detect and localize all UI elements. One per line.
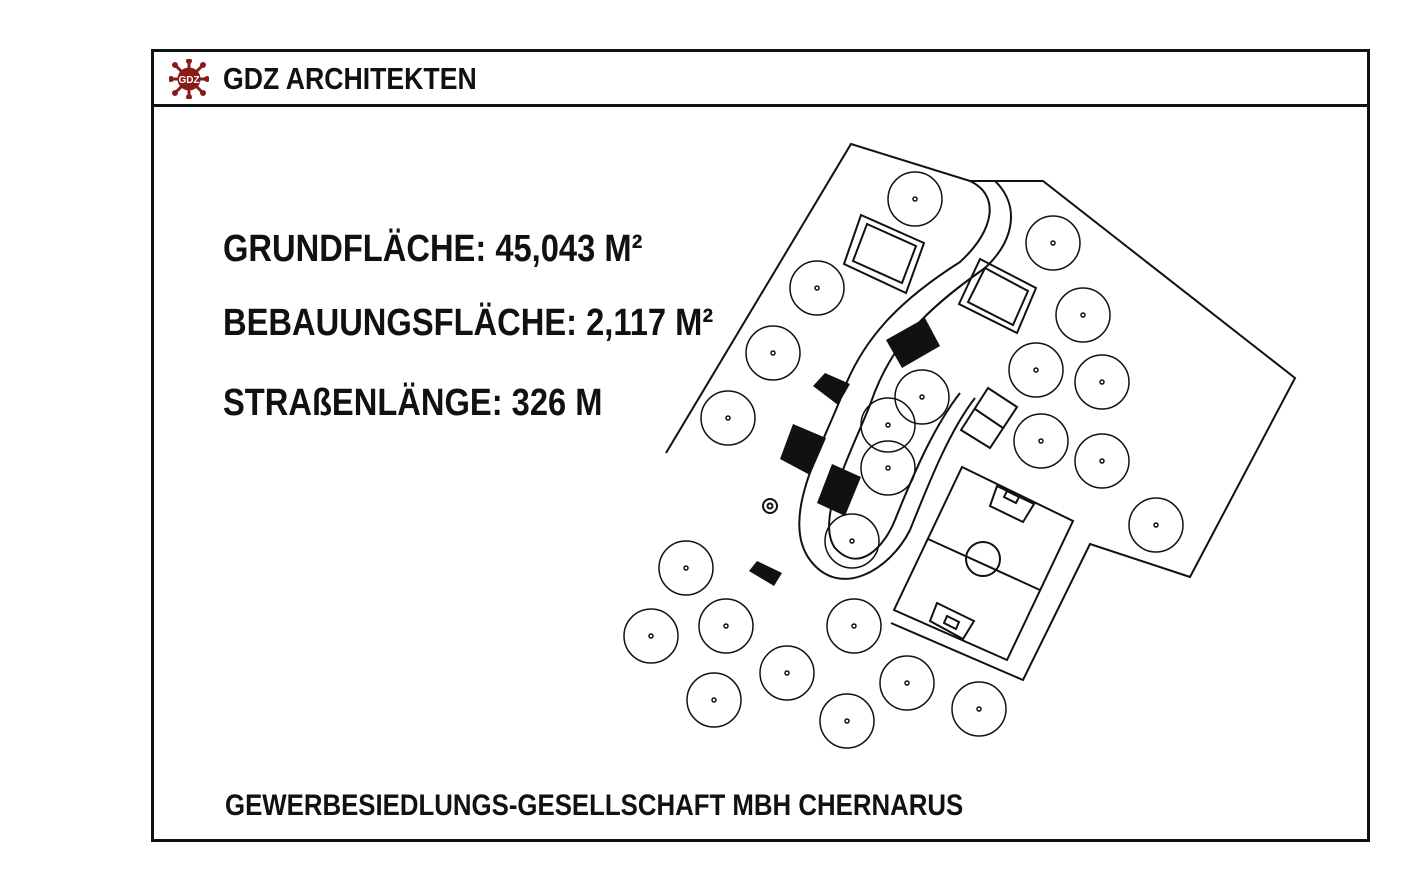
building-outline	[853, 224, 916, 283]
building-solid	[780, 424, 826, 475]
building-solid	[749, 561, 782, 586]
footer-client-name: GEWERBESIEDLUNGS-GESELLSCHAFT MBH CHERNARUS	[225, 789, 964, 822]
stat-label: GRUNDFLÄCHE :	[223, 228, 495, 270]
tree-group	[624, 172, 1183, 748]
company-name: GDZ ARCHITEKTEN	[223, 61, 477, 96]
stat-value: 2,117 M²	[586, 302, 714, 344]
stat-label: STRAßENLÄNGE :	[223, 382, 512, 424]
building-solid	[813, 373, 850, 405]
stat-value: 326 M	[511, 382, 603, 424]
svg-text:GDZ: GDZ	[178, 75, 200, 86]
building-solid	[886, 318, 940, 368]
building-solid	[817, 464, 861, 516]
stat-value: 45,043 M²	[495, 228, 643, 270]
building-outline	[968, 268, 1028, 325]
stat-label: BEBAUUNGSFLÄCHE :	[223, 302, 586, 344]
